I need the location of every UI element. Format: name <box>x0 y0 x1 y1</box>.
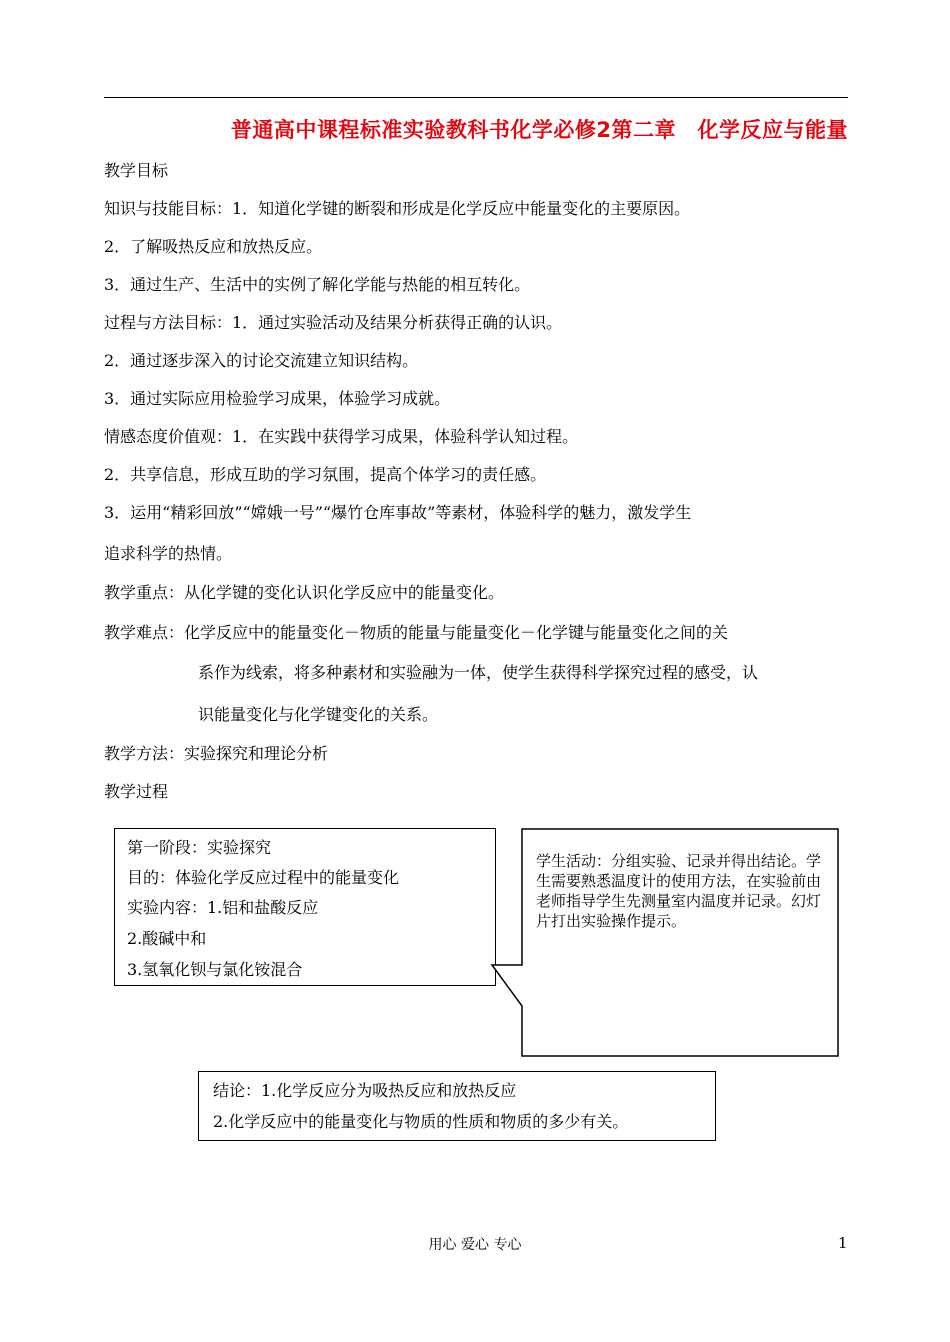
conclusion-box <box>198 1071 716 1141</box>
teaching-method: 教学方法：实验探究和理论分析 <box>104 744 329 763</box>
objective-process-2: 2．通过逐步深入的讨论交流建立知识结构。 <box>104 351 419 370</box>
page-title: 普通高中课程标准实验教科书化学必修2第二章 化学反应与能量 <box>230 118 848 142</box>
teaching-focus: 教学重点：从化学键的变化认识化学反应中的能量变化。 <box>104 583 505 602</box>
conclusion-2: 2.化学反应中的能量变化与物质的性质和物质的多少有关。 <box>213 1112 629 1131</box>
teaching-difficulty: 教学难点：化学反应中的能量变化－物质的能量与能量变化－化学键与能量变化之间的关 <box>104 623 729 642</box>
objective-knowledge-1: 知识与技能目标：1．知道化学键的断裂和形成是化学反应中能量变化的主要原因。 <box>104 199 691 218</box>
stage-purpose: 目的：体验化学反应过程中的能量变化 <box>127 868 400 887</box>
experiment-item-3: 3.氢氧化钡与氯化铵混合 <box>127 960 303 979</box>
teaching-difficulty-cont-1: 系作为线索，将多种素材和实验融为一体，使学生获得科学探究过程的感受，认 <box>198 663 759 682</box>
objective-attitude-1: 情感态度价值观：1．在实践中获得学习成果，体验科学认知过程。 <box>104 427 579 446</box>
objective-process-1: 过程与方法目标：1．通过实验活动及结果分析获得正确的认识。 <box>104 313 563 332</box>
callout-text: 学生活动：分组实验、记录并得出结论。学生需要熟悉温度计的使用方法，在实验前由老师指导学生先测量室内温度并记录。幻灯片打出实验操作提示。 <box>536 852 822 930</box>
section-heading-process: 教学过程 <box>104 782 169 801</box>
objective-process-3: 3．通过实际应用检验学习成果，体验学习成就。 <box>104 389 451 408</box>
objective-attitude-2: 2．共享信息，形成互助的学习氛围，提高个体学习的责任感。 <box>104 465 547 484</box>
section-heading-objectives: 教学目标 <box>104 161 169 180</box>
objective-attitude-3-cont: 追求科学的热情。 <box>104 544 233 563</box>
experiment-item-2: 2.酸碱中和 <box>127 929 207 948</box>
objective-knowledge-3: 3．通过生产、生活中的实例了解化学能与热能的相互转化。 <box>104 275 531 294</box>
stage-heading: 第一阶段：实验探究 <box>127 838 272 857</box>
objective-attitude-3: 3．运用“精彩回放”“嫦娥一号”“爆竹仓库事故”等素材，体验科学的魅力，激发学生 <box>104 503 692 522</box>
page-number: 1 <box>838 1234 848 1252</box>
footer-motto: 用心 爱心 专心 <box>428 1237 522 1253</box>
teaching-difficulty-cont-2: 识能量变化与化学键变化的关系。 <box>198 705 439 724</box>
conclusion-1: 结论：1.化学反应分为吸热反应和放热反应 <box>213 1081 517 1100</box>
objective-knowledge-2: 2．了解吸热反应和放热反应。 <box>104 237 323 256</box>
experiment-item-1: 实验内容：1.铝和盐酸反应 <box>127 898 319 917</box>
